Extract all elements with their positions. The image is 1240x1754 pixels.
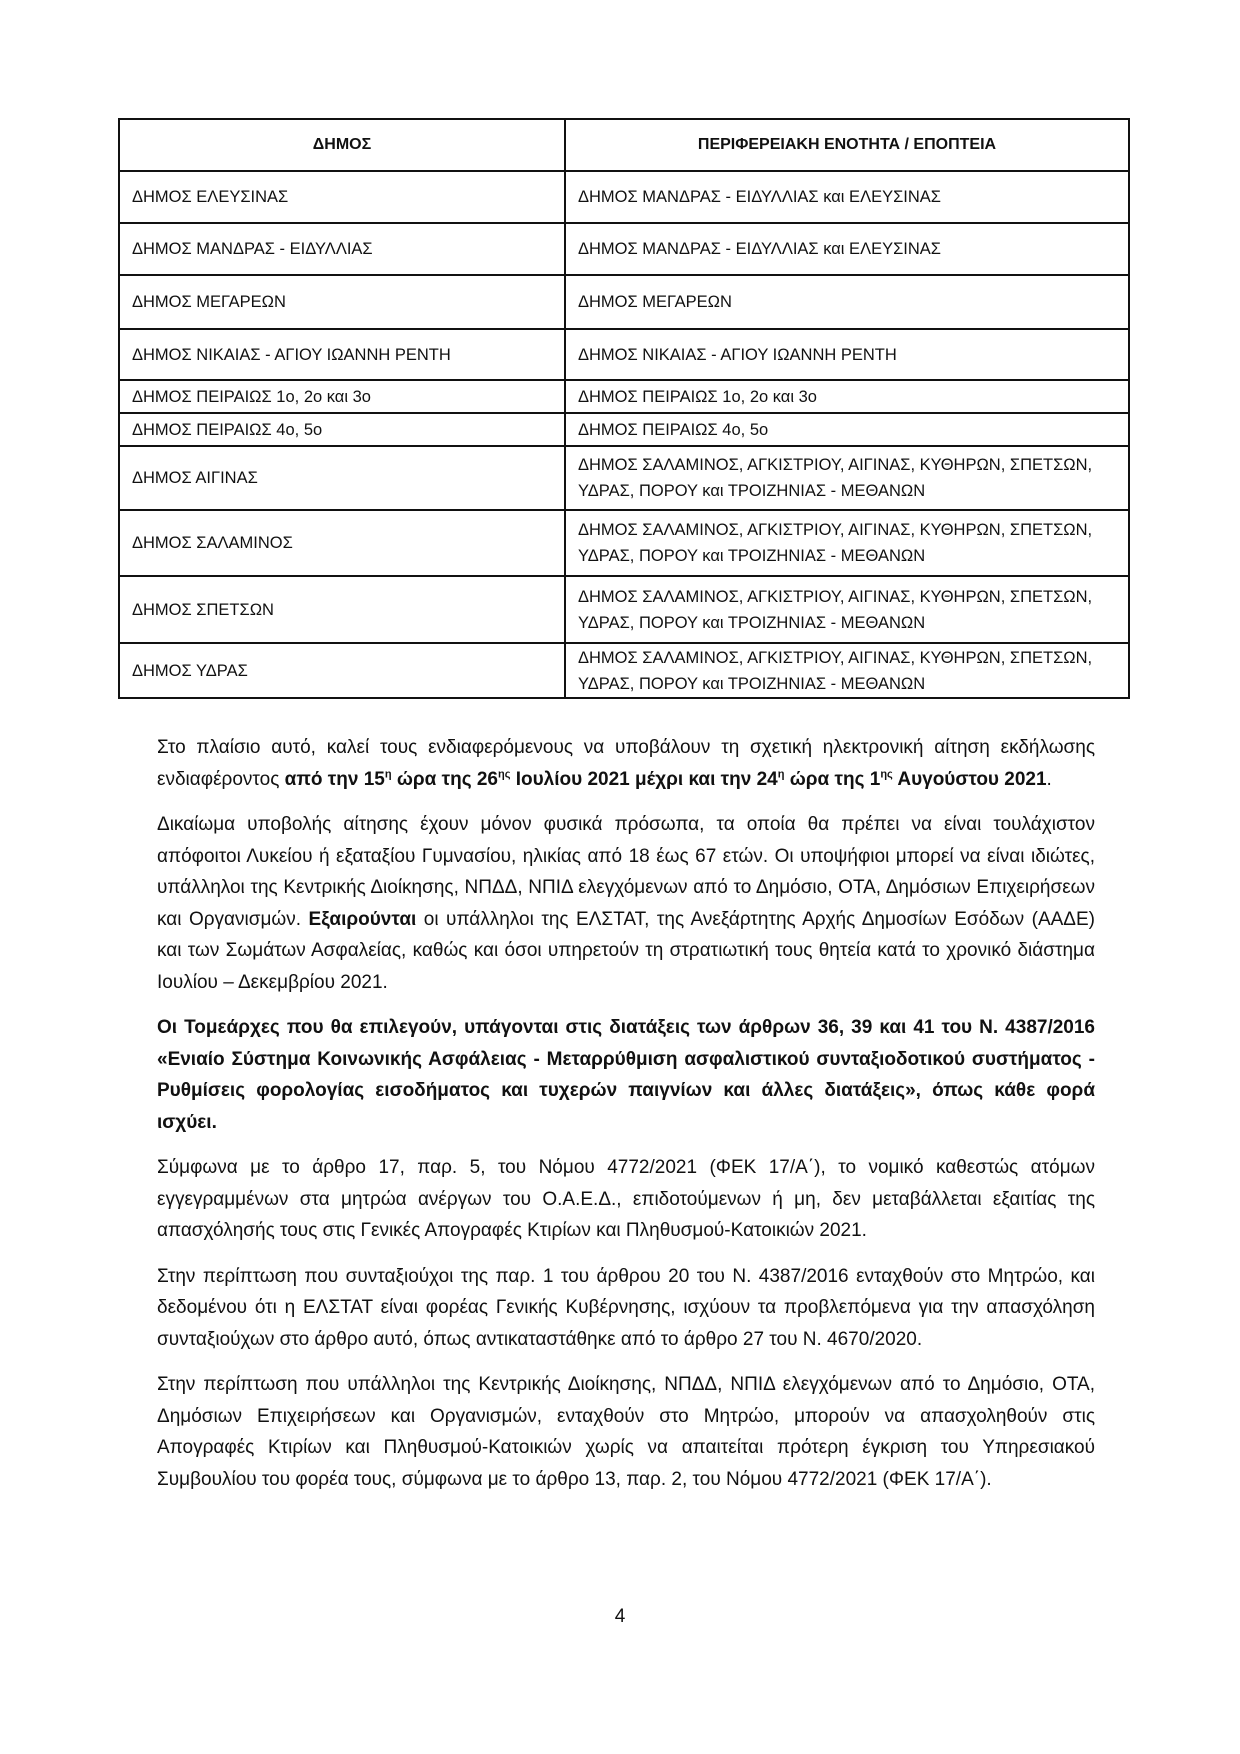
cell-enotita: ΔΗΜΟΣ ΣΑΛΑΜΙΝΟΣ, ΑΓΚΙΣΤΡΙΟΥ, ΑΙΓΙΝΑΣ, ΚΥΘΗΡΩΝ, ΣΠΕΤΣΩΝ, ΥΔΡΑΣ, ΠΟΡΟΥ και ΤΡΟΙΖΗΝΙΑΣ - ΜΕΘΑΝΩΝ: [565, 446, 1129, 510]
header-enotita: ΠΕΡΙΦΕΡΕΙΑΚΗ ΕΝΟΤΗΤΑ / ΕΠΟΠΤΕΙΑ: [565, 119, 1129, 171]
cell-enotita: ΔΗΜΟΣ ΜΑΝΔΡΑΣ - ΕΙΔΥΛΛΙΑΣ και ΕΛΕΥΣΙΝΑΣ: [565, 171, 1129, 223]
cell-enotita: ΔΗΜΟΣ ΣΑΛΑΜΙΝΟΣ, ΑΓΚΙΣΤΡΙΟΥ, ΑΙΓΙΝΑΣ, ΚΥΘΗΡΩΝ, ΣΠΕΤΣΩΝ, ΥΔΡΑΣ, ΠΟΡΟΥ και ΤΡΟΙΖΗΝΙΑΣ - ΜΕΘΑΝΩΝ: [565, 576, 1129, 643]
cell-dimos: ΔΗΜΟΣ ΠΕΙΡΑΙΩΣ 4ο, 5ο: [119, 413, 565, 446]
cell-enotita: ΔΗΜΟΣ ΜΕΓΑΡΕΩΝ: [565, 275, 1129, 329]
header-dimos: ΔΗΜΟΣ: [119, 119, 565, 171]
cell-dimos: ΔΗΜΟΣ ΜΑΝΔΡΑΣ - ΕΙΔΥΛΛΙΑΣ: [119, 223, 565, 275]
table-header-row: [119, 119, 1129, 171]
cell-enotita: ΔΗΜΟΣ ΠΕΙΡΑΙΩΣ 4ο, 5ο: [565, 413, 1129, 446]
table-row: [119, 380, 1129, 413]
paragraph-legal-provisions: Οι Τομεάρχες που θα επιλεγούν, υπάγονται στις διατάξεις των άρθρων 36, 39 και 41 του Ν. 4387/2016 «Ενιαίο Σύστημα Κοινωνικής Ασφάλειας - Μεταρρύθμιση ασφαλιστικού συνταξιοδοτικού συστήματος - Ρυθμίσεις φορολογίας εισοδήματος και τυχερών παιγνίων και άλλες διατάξεις», όπως κάθε φορά ισχύει.: [157, 1017, 1095, 1133]
table-row: [119, 275, 1129, 329]
body-text: [157, 732, 1095, 1509]
table-row: [119, 171, 1129, 223]
exclusions-bold: Εξαιρούνται: [308, 908, 417, 930]
paragraph-public-employees: Στην περίπτωση που υπάλληλοι της Κεντρικής Διοίκησης, ΝΠΔΔ, ΝΠΙΔ ελεγχόμενων από το Δημόσιο, ΟΤΑ, Δημόσιων Επιχειρήσεων και Οργανισμών, ενταχθούν στο Μητρώο, μπορούν να απασχοληθούν στις Απογραφές Κτιρίων και Πληθυσμού-Κατοικιών χωρίς να απαιτείται πρότερη έγκριση του Υπηρεσιακού Συμβουλίου του φορέα τους, σύμφωνα με το άρθρο 13, παρ. 2, του Νόμου 4772/2021 (ΦΕΚ 17/Α΄).: [157, 1374, 1095, 1490]
cell-dimos: ΔΗΜΟΣ ΝΙΚΑΙΑΣ - ΑΓΙΟΥ ΙΩΑΝΝΗ ΡΕΝΤΗ: [119, 329, 565, 380]
table-row: [119, 446, 1129, 510]
table-row: [119, 413, 1129, 446]
table-row: [119, 576, 1129, 643]
table-row: [119, 329, 1129, 380]
paragraph-unemployed-status: Σύμφωνα με το άρθρο 17, παρ. 5, του Νόμου 4772/2021 (ΦΕΚ 17/Α΄), το νομικό καθεστώς ατόμων εγγεγραμμένων στα μητρώα ανέργων του Ο.Α.Ε.Δ., επιδοτούμενων ή μη, δεν μεταβάλλεται εξαιτίας της απασχόλησής τους στις Γενικές Απογραφές Κτιρίων και Πληθυσμού-Κατοικιών 2021.: [157, 1157, 1095, 1241]
table-row: [119, 643, 1129, 698]
paragraph-eligibility: Δικαίωμα υποβολής αίτησης έχουν μόνον φυσικά πρόσωπα, τα οποία θα πρέπει να είναι τουλάχιστον απόφοιτοι Λυκείου ή εξαταξίου Γυμνασίου, ηλικίας από 18 έως 67 ετών. Οι υποψήφιοι μπορεί να είναι ιδιώτες, υπάλληλοι της Κεντρικής Διοίκησης, ΝΠΔΔ, ΝΠΙΔ ελεγχόμενων από το Δημόσιο, ΟΤΑ, Δημόσιων Επιχειρήσεων και Οργανισμών. Εξαιρούνται οι υπάλληλοι της ΕΛΣΤΑΤ, της Ανεξάρτητης Αρχής Δημοσίων Εσόδων (ΑΑΔΕ) και των Σωμάτων Ασφαλείας, καθώς και όσοι υπηρετούν τη στρατιωτική τους θητεία κατά το χρονικό διάστημα Ιουλίου – Δεκεμβρίου 2021.: [157, 814, 1095, 993]
paragraph-application-period: Στο πλαίσιο αυτό, καλεί τους ενδιαφερόμενους να υποβάλουν τη σχετική ηλεκτρονική αίτηση εκδήλωσης ενδιαφέροντος από την $15^\eta$ ώρα της $26^{\eta\varsigma}$ Ιουλίου 2021 μέχρι και την $24^\eta$ ώρα της $1^{\eta\varsigma}$ Αυγούστου 2021.: [157, 737, 1095, 790]
cell-dimos: ΔΗΜΟΣ ΜΕΓΑΡΕΩΝ: [119, 275, 565, 329]
cell-dimos: ΔΗΜΟΣ ΣΑΛΑΜΙΝΟΣ: [119, 510, 565, 576]
application-period-bold: από την $15^\eta$ ώρα της $26^{\eta\varsigma}$ Ιουλίου 2021 μέχρι και την $24^\eta$ ώρα της $1^{\eta\varsigma}$ Αυγούστου 2021: [284, 768, 1047, 790]
cell-enotita: ΔΗΜΟΣ ΜΑΝΔΡΑΣ - ΕΙΔΥΛΛΙΑΣ και ΕΛΕΥΣΙΝΑΣ: [565, 223, 1129, 275]
cell-dimos: ΔΗΜΟΣ ΑΙΓΙΝΑΣ: [119, 446, 565, 510]
cell-enotita: ΔΗΜΟΣ ΝΙΚΑΙΑΣ - ΑΓΙΟΥ ΙΩΑΝΝΗ ΡΕΝΤΗ: [565, 329, 1129, 380]
cell-enotita: ΔΗΜΟΣ ΣΑΛΑΜΙΝΟΣ, ΑΓΚΙΣΤΡΙΟΥ, ΑΙΓΙΝΑΣ, ΚΥΘΗΡΩΝ, ΣΠΕΤΣΩΝ, ΥΔΡΑΣ, ΠΟΡΟΥ και ΤΡΟΙΖΗΝΙΑΣ - ΜΕΘΑΝΩΝ: [565, 510, 1129, 576]
municipality-table: [118, 118, 1130, 699]
page-number: 4: [614, 1606, 626, 1627]
table-row: [119, 510, 1129, 576]
cell-dimos: ΔΗΜΟΣ ΣΠΕΤΣΩΝ: [119, 576, 565, 643]
cell-dimos: ΔΗΜΟΣ ΠΕΙΡΑΙΩΣ 1ο, 2ο και 3ο: [119, 380, 565, 413]
paragraph-pensioners: Στην περίπτωση που συνταξιούχοι της παρ. 1 του άρθρου 20 του Ν. 4387/2016 ενταχθούν στο Μητρώο, και δεδομένου ότι η ΕΛΣΤΑΤ είναι φορέας Γενικής Κυβέρνησης, ισχύουν τα προβλεπόμενα για την απασχόληση συνταξιούχων στο άρθρο αυτό, όπως αντικαταστάθηκε από το άρθρο 27 του Ν. 4670/2020.: [157, 1265, 1095, 1350]
cell-dimos: ΔΗΜΟΣ ΕΛΕΥΣΙΝΑΣ: [119, 171, 565, 223]
table-row: [119, 223, 1129, 275]
cell-dimos: ΔΗΜΟΣ ΥΔΡΑΣ: [119, 643, 565, 698]
cell-enotita: ΔΗΜΟΣ ΣΑΛΑΜΙΝΟΣ, ΑΓΚΙΣΤΡΙΟΥ, ΑΙΓΙΝΑΣ, ΚΥΘΗΡΩΝ, ΣΠΕΤΣΩΝ, ΥΔΡΑΣ, ΠΟΡΟΥ και ΤΡΟΙΖΗΝΙΑΣ - ΜΕΘΑΝΩΝ: [565, 643, 1129, 698]
cell-enotita: ΔΗΜΟΣ ΠΕΙΡΑΙΩΣ 1ο, 2ο και 3ο: [565, 380, 1129, 413]
